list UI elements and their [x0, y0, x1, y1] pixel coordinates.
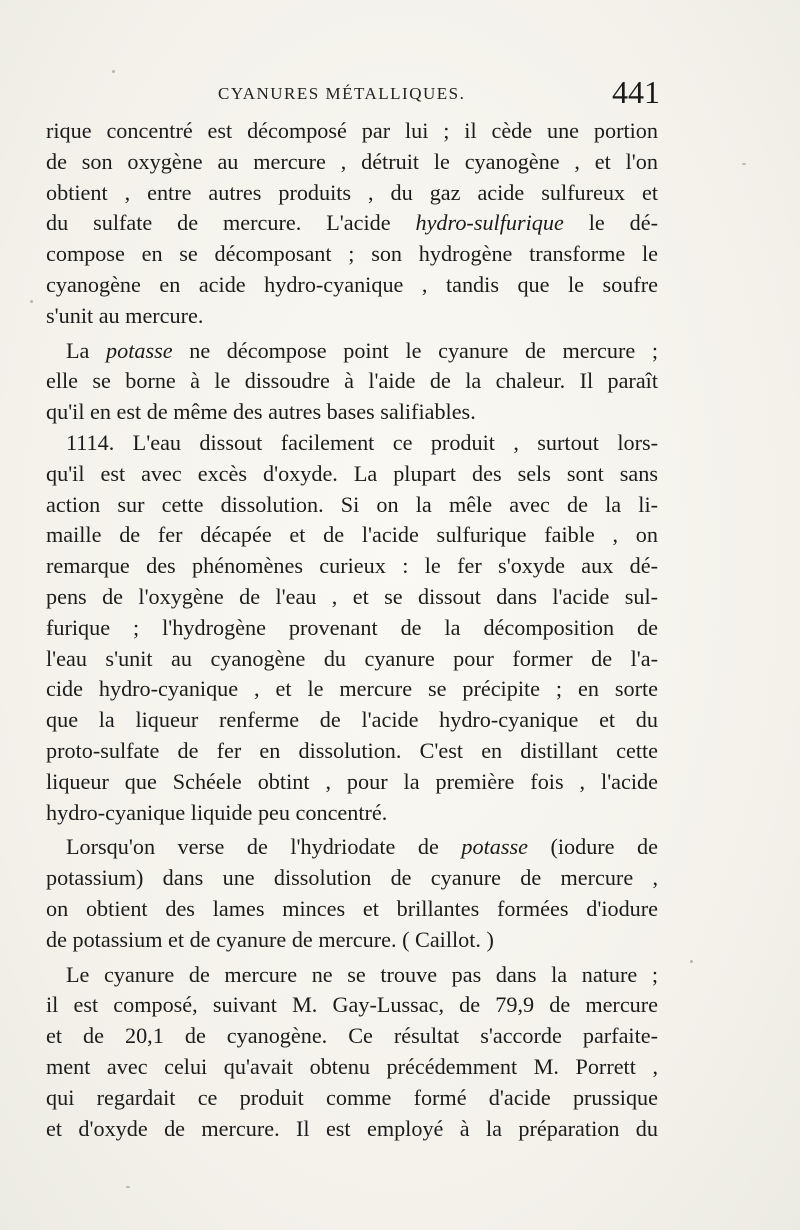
italic-term: potasse: [461, 834, 528, 860]
paragraph: [46, 336, 658, 428]
page-number: 441: [612, 74, 660, 110]
page-header: [200, 74, 660, 114]
text-line: La potasse ne décompose point le cyanure de mercure ;: [66, 337, 658, 363]
text-line: remarque des phénomènes curieux : le fer s'oxyde aux dé-: [46, 553, 658, 579]
text-line: qu'il est avec excès d'oxyde. La plupart des sels sont sans: [46, 460, 658, 486]
text-line: qui regardait ce produit comme formé d'acide prussique: [46, 1084, 658, 1110]
text-line: maille de fer décapée et de l'acide sulfurique faible , on: [46, 522, 658, 548]
text-line: on obtient des lames minces et brillantes formées d'iodure: [46, 895, 658, 921]
text-line: action sur cette dissolution. Si on la mêle avec de la li-: [46, 491, 658, 517]
text-line: du sulfate de mercure. L'acide hydro-sulfurique le dé-: [46, 210, 659, 236]
text-line: obtient , entre autres produits , du gaz acide sulfureux et: [46, 179, 658, 205]
italic-term: potasse: [106, 337, 173, 363]
running-head: CYANURES MÉTALLIQUES.: [218, 84, 466, 103]
paragraph: [46, 960, 658, 1145]
text-line: hydro-cyanique liquide peu concentré.: [46, 799, 388, 825]
text-line: Le cyanure de mercure ne se trouve pas dans la nature ;: [66, 961, 658, 987]
text-line: il est composé, suivant M. Gay-Lussac, de 79,9 de mercure: [46, 992, 658, 1018]
text-line: rique concentré est décomposé par lui ; il cède une portion: [46, 118, 658, 143]
paragraph: [46, 832, 658, 955]
text-line: s'unit au mercure.: [46, 302, 204, 328]
text-line: 1114. L'eau dissout facilement ce produit , surtout lors-: [66, 429, 658, 455]
italic-term: hydro-sulfurique: [415, 210, 564, 236]
text-line: cyanogène en acide hydro-cyanique , tandis que le soufre: [46, 271, 658, 297]
text-line: furique ; l'hydrogène provenant de la décomposition de: [46, 614, 658, 640]
text-line: de son oxygène au mercure , détruit le cyanogène , et l'on: [46, 148, 658, 174]
text-line: potassium) dans une dissolution de cyanure de mercure ,: [46, 865, 658, 891]
text-line: proto-sulfate de fer en dissolution. C'est en distillant cette: [46, 737, 658, 763]
text-line: et de 20,1 de cyanogène. Ce résultat s'accorde parfaite-: [46, 1023, 658, 1049]
text-line: ment avec celui qu'avait obtenu précédemment M. Porrett ,: [46, 1053, 658, 1079]
paragraph: [46, 116, 658, 332]
body-text: [46, 116, 658, 1144]
paragraph: [46, 428, 658, 828]
text-line: cide hydro-cyanique , et le mercure se précipite ; en sorte: [46, 676, 658, 702]
text-line: l'eau s'unit au cyanogène du cyanure pour former de l'a-: [46, 645, 658, 671]
text-line: Lorsqu'on verse de l'hydriodate de potasse (iodure de: [66, 834, 658, 860]
text-line: elle se borne à le dissoudre à l'aide de la chaleur. Il paraît: [46, 368, 658, 394]
text-line: compose en se décomposant ; son hydrogène transforme le: [46, 241, 658, 267]
text-line: et d'oxyde de mercure. Il est employé à la préparation du: [46, 1115, 658, 1141]
text-line: pens de l'oxygène de l'eau , et se dissout dans l'acide sul-: [46, 583, 658, 609]
text-line: liqueur que Schéele obtint , pour la première fois , l'acide: [46, 768, 658, 794]
text-line: qu'il en est de même des autres bases salifiables.: [46, 399, 476, 425]
text-line: que la liqueur renferme de l'acide hydro-cyanique et du: [46, 707, 658, 733]
text-line: de potassium et de cyanure de mercure. ( Caillot. ): [46, 926, 494, 952]
